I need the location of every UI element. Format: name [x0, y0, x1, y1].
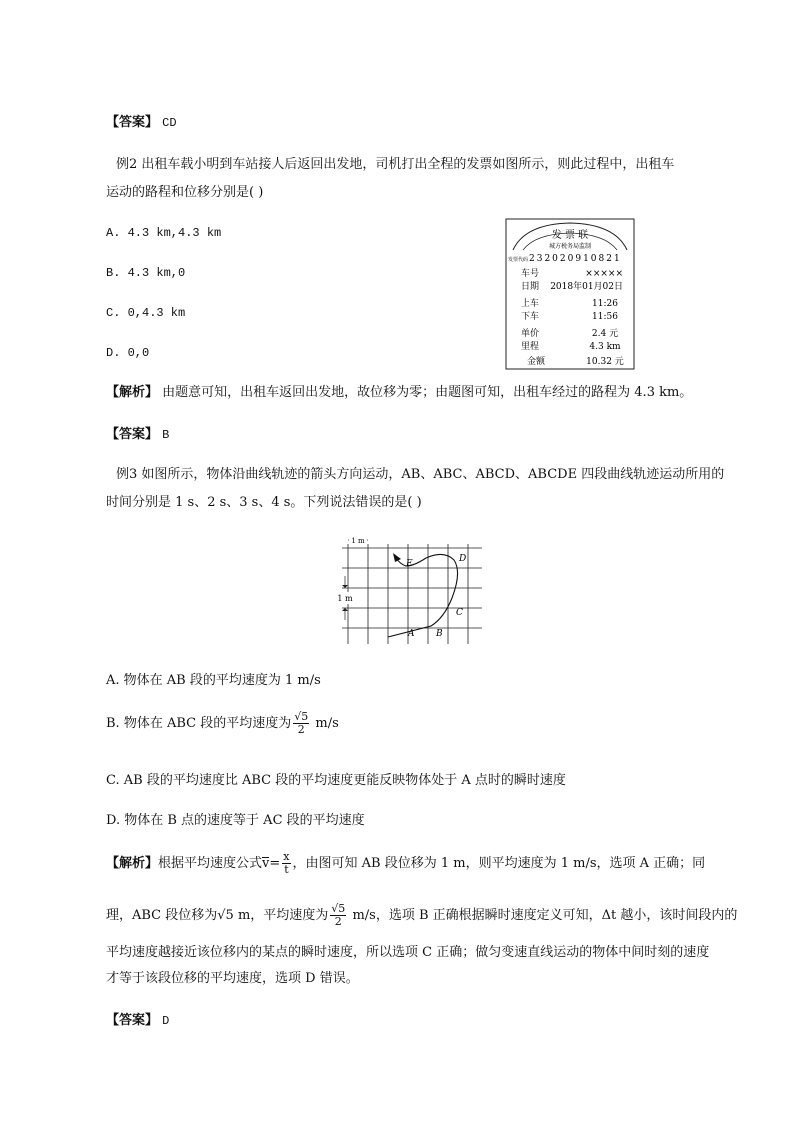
- receipt-val: 10.32 元: [586, 357, 624, 367]
- point-label: C: [456, 608, 463, 618]
- option-b-denominator: 2: [297, 723, 305, 736]
- analysis-fraction: [330, 903, 346, 928]
- formula-t: t: [284, 863, 289, 876]
- answer-label: 【答案】: [106, 115, 159, 130]
- receipt-code: 232020910821: [529, 254, 622, 264]
- receipt-key: 里程: [521, 342, 540, 352]
- option-b-fraction: [293, 711, 309, 736]
- receipt-title: 发 票 联: [551, 230, 589, 241]
- receipt-val: 11:56: [592, 312, 618, 322]
- formula-eq: =: [269, 856, 281, 871]
- receipt-key: 日期: [521, 282, 540, 292]
- receipt-val: 11:26: [592, 299, 618, 309]
- taxi-receipt-figure: [505, 218, 635, 370]
- receipt-val: 4.3 km: [589, 342, 621, 352]
- receipt-val: 2018年01月02日: [550, 282, 623, 292]
- answer-line-1: [106, 114, 177, 132]
- answer-value: B: [162, 428, 170, 442]
- example2-option-b: B. 4.3 km,0: [106, 266, 186, 280]
- analysis-label: 【解析】: [106, 856, 159, 871]
- receipt-key: 单价: [521, 329, 540, 339]
- analysis-numerator: √5: [331, 902, 346, 915]
- analysis-text-2c: m/s，选项 B 正确根据瞬时速度定义可知，Δt 越小，该时间段内的: [348, 908, 738, 923]
- scale-label-left: 1 m: [337, 594, 353, 603]
- trajectory-grid-figure: [326, 536, 488, 646]
- trajectory-arrow: [393, 553, 401, 562]
- answer-line-2: [106, 426, 169, 444]
- example3-analysis-line1: [106, 846, 705, 882]
- scale-marker-top: [348, 536, 368, 545]
- receipt-val: ×××××: [585, 269, 623, 279]
- receipt-key: 上车: [521, 299, 540, 309]
- analysis-denominator: 2: [334, 915, 342, 928]
- receipt-key: 金额: [527, 357, 546, 367]
- analysis-sqrt: √5: [217, 908, 234, 923]
- scale-marker-left: [334, 576, 356, 620]
- example3-analysis-line3: 平均速度越接近该位移内的某点的瞬时速度，所以选项 C 正确；做匀变速直线运动的物体中间时刻的速度: [106, 945, 710, 960]
- point-label: B: [436, 629, 443, 639]
- point-label: D: [459, 554, 467, 564]
- answer-label: 【答案】: [106, 1013, 159, 1028]
- receipt-subtitle: 城方税务局监制: [548, 243, 592, 250]
- example2-option-c: C. 0,4.3 km: [106, 306, 186, 320]
- analysis-label: 【解析】: [106, 385, 159, 400]
- answer-value: CD: [162, 116, 177, 130]
- example2-analysis: [106, 384, 692, 402]
- receipt-code-label: 发票代码: [508, 257, 529, 263]
- receipt-val: 2.4 元: [591, 329, 619, 339]
- example2-question-line2: 运动的路程和位移分别是( ): [106, 185, 264, 200]
- option-b-unit: m/s: [311, 716, 339, 731]
- example3-option-d: D. 物体在 B 点的速度等于 AC 段的平均速度: [106, 813, 365, 828]
- example2-option-a: A. 4.3 km,4.3 km: [106, 226, 222, 240]
- trajectory-curve: [388, 554, 458, 637]
- formula-fraction: [282, 851, 290, 876]
- example3-analysis-line4: 才等于该段位移的平均速度，选项 D 错误。: [106, 971, 359, 986]
- example3-question-line1: 例3 如图所示，物体沿曲线轨迹的箭头方向运动，AB、ABC、ABCD、ABCDE 四段曲线轨迹运动所用的: [116, 467, 725, 482]
- answer-line-3: [106, 1012, 169, 1030]
- formula-x: x: [283, 850, 290, 863]
- analysis-text: 由题意可知，出租车返回出发地，故位移为零；由题图可知，出租车经过的路程为 4.3 km。: [162, 385, 693, 400]
- formula-v: v: [262, 856, 270, 871]
- analysis-text-2a: 理，ABC 段位移为: [106, 908, 218, 923]
- answer-value: D: [162, 1014, 170, 1028]
- example3-analysis-line2: [106, 898, 737, 934]
- example3-option-b: [106, 704, 339, 744]
- scale-label-top: 1 m: [351, 537, 365, 545]
- option-b-prefix: B. 物体在 ABC 段的平均速度为: [106, 716, 292, 731]
- example3-option-c: C. AB 段的平均速度比 ABC 段的平均速度更能反映物体处于 A 点时的瞬时速度: [106, 773, 566, 788]
- option-b-numerator: √5: [294, 710, 309, 723]
- example3-option-a: A. 物体在 AB 段的平均速度为 1 m/s: [106, 673, 321, 688]
- analysis-text-1b: ，由图可知 AB 段位移为 1 m，则平均速度为 1 m/s，选项 A 正确；同: [292, 856, 706, 871]
- answer-label: 【答案】: [106, 427, 159, 442]
- example2-question-line1: 例2 出租车载小明到车站接人后返回出发地，司机打出全程的发票如图所示，则此过程中，出租车: [116, 157, 675, 172]
- receipt-key: 下车: [521, 312, 540, 322]
- example2-option-d: D. 0,0: [106, 346, 150, 360]
- analysis-text-1a: 根据平均速度公式: [158, 856, 263, 871]
- point-label: E: [406, 559, 413, 569]
- point-label: A: [408, 629, 415, 639]
- receipt-key: 车号: [521, 269, 540, 279]
- analysis-text-2b: m，平均速度为: [233, 908, 329, 923]
- example3-question-line2: 时间分别是 1 s、2 s、3 s、4 s。下列说法错误的是( ): [106, 495, 422, 510]
